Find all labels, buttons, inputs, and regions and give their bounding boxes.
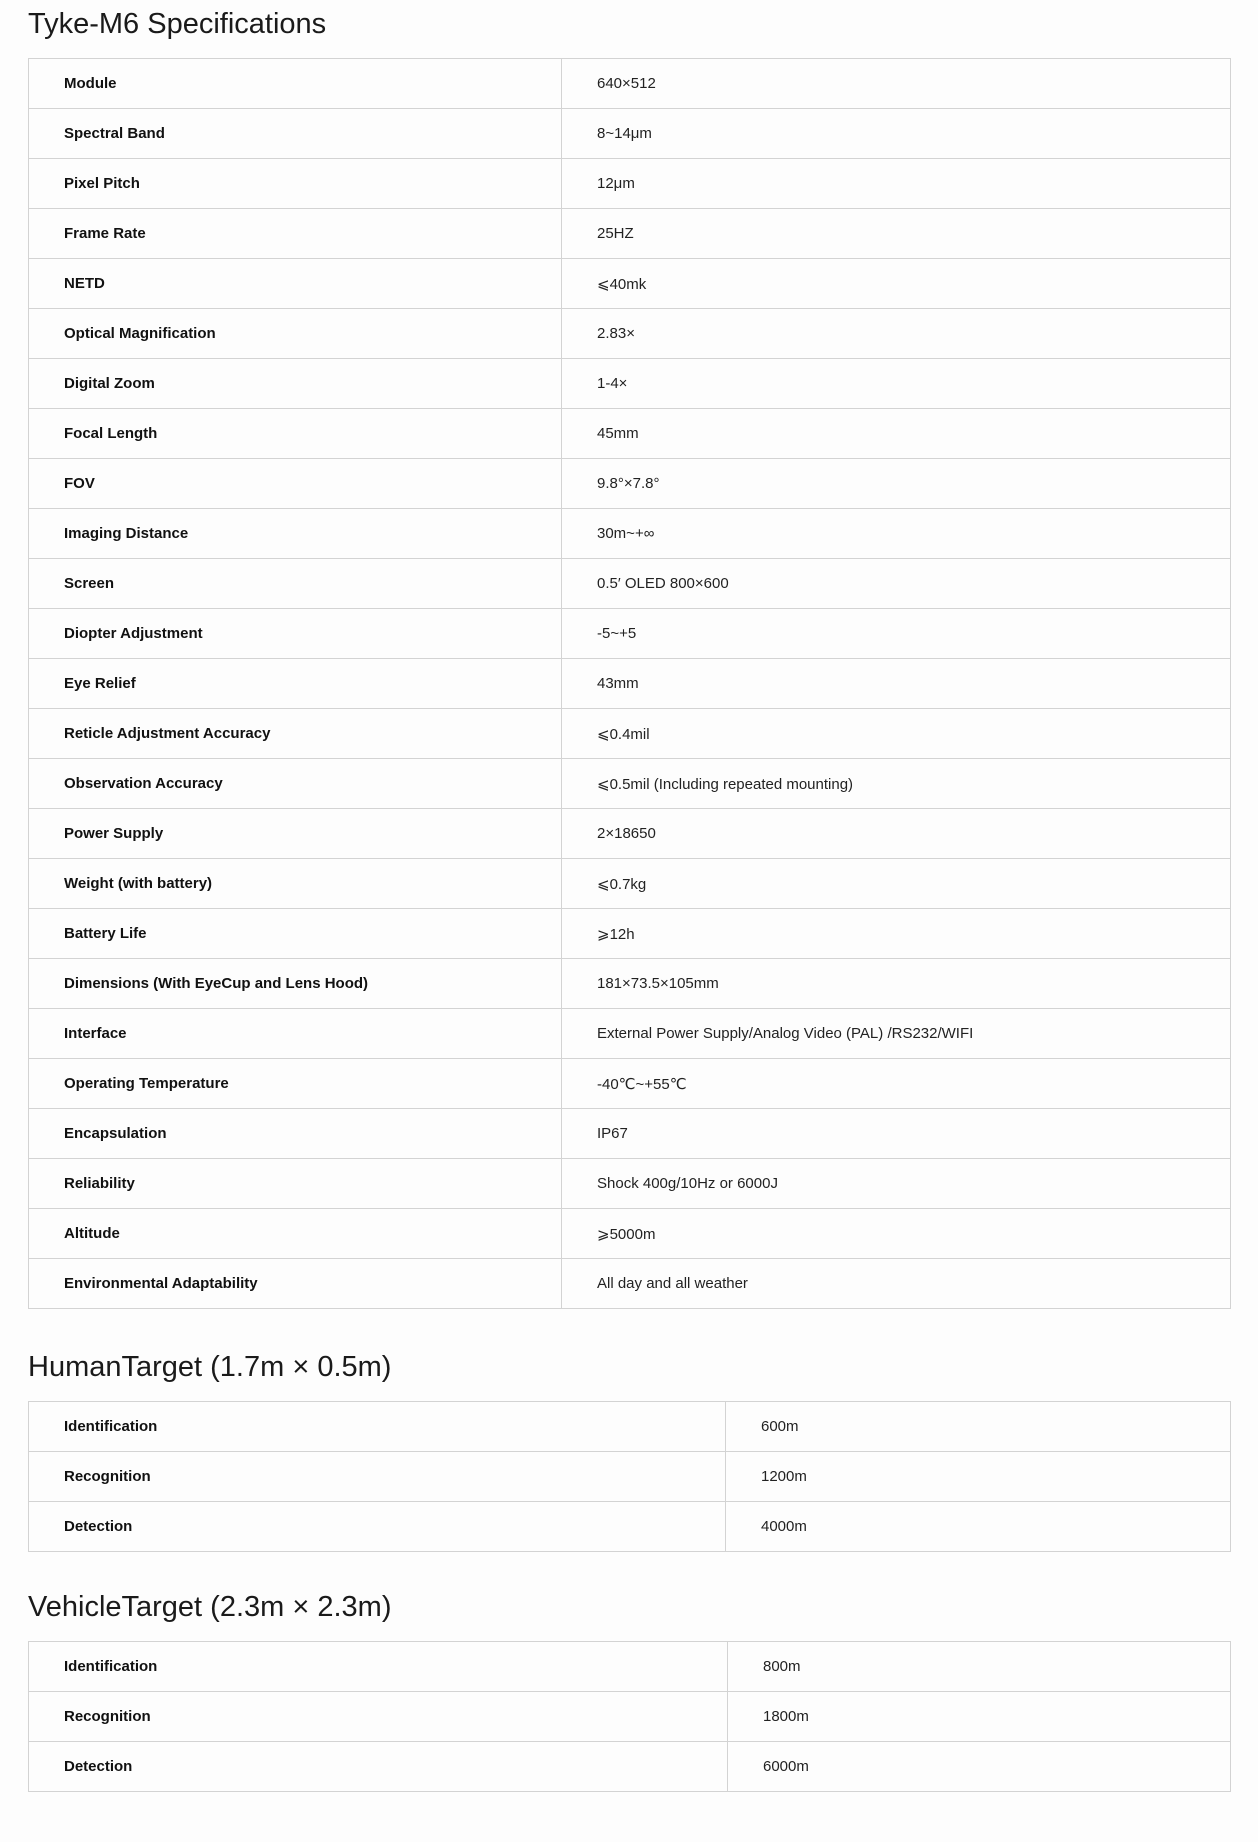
row-label: Frame Rate: [29, 209, 562, 259]
row-label: Eye Relief: [29, 659, 562, 709]
table-row: [29, 609, 1231, 659]
row-value: ⩽40mk: [562, 259, 1231, 309]
row-label: NETD: [29, 259, 562, 309]
table-row: [29, 109, 1231, 159]
row-label: Observation Accuracy: [29, 759, 562, 809]
row-label: Operating Temperature: [29, 1059, 562, 1109]
row-label: Spectral Band: [29, 109, 562, 159]
table-row: [29, 1109, 1231, 1159]
row-value: 8~14μm: [562, 109, 1231, 159]
row-label: Reliability: [29, 1159, 562, 1209]
table-row: [29, 1402, 1231, 1452]
row-value: -5~+5: [562, 609, 1231, 659]
table-row: [29, 1009, 1231, 1059]
table-row: [29, 559, 1231, 609]
row-label: Pixel Pitch: [29, 159, 562, 209]
row-label: Screen: [29, 559, 562, 609]
row-value: 1800m: [728, 1692, 1231, 1742]
row-label: Digital Zoom: [29, 359, 562, 409]
table-row: [29, 259, 1231, 309]
row-label: Environmental Adaptability: [29, 1259, 562, 1309]
row-value: 6000m: [728, 1742, 1231, 1792]
table-row: [29, 709, 1231, 759]
table-row: [29, 809, 1231, 859]
specs-table: [28, 58, 1231, 1309]
row-value: External Power Supply/Analog Video (PAL) /RS232/WIFI: [562, 1009, 1231, 1059]
table-row: [29, 209, 1231, 259]
table-row: [29, 1209, 1231, 1259]
row-value: 9.8°×7.8°: [562, 459, 1231, 509]
row-value: 800m: [728, 1642, 1231, 1692]
specs-title: Tyke-M6 Specifications: [28, 8, 327, 40]
table-row: [29, 1452, 1231, 1502]
table-row: [29, 459, 1231, 509]
vehicle-target-table-body: [29, 1642, 1231, 1792]
row-label: Detection: [29, 1742, 728, 1792]
table-row: [29, 509, 1231, 559]
row-label: Identification: [29, 1642, 728, 1692]
table-row: [29, 359, 1231, 409]
row-label: Power Supply: [29, 809, 562, 859]
row-value: 2.83×: [562, 309, 1231, 359]
row-value: Shock 400g/10Hz or 6000J: [562, 1159, 1231, 1209]
row-value: 2×18650: [562, 809, 1231, 859]
table-row: [29, 959, 1231, 1009]
row-value: ⩾12h: [562, 909, 1231, 959]
row-label: Focal Length: [29, 409, 562, 459]
row-value: ⩽0.4mil: [562, 709, 1231, 759]
table-row: [29, 59, 1231, 109]
row-value: ⩽0.7kg: [562, 859, 1231, 909]
human-target-title: HumanTarget (1.7m × 0.5m): [28, 1351, 392, 1383]
row-value: 25HZ: [562, 209, 1231, 259]
row-value: 600m: [726, 1402, 1231, 1452]
table-row: [29, 1692, 1231, 1742]
row-value: IP67: [562, 1109, 1231, 1159]
table-row: [29, 1159, 1231, 1209]
row-value: 4000m: [726, 1502, 1231, 1552]
row-label: Imaging Distance: [29, 509, 562, 559]
row-value: ⩽0.5mil (Including repeated mounting): [562, 759, 1231, 809]
row-value: All day and all weather: [562, 1259, 1231, 1309]
row-value: 45mm: [562, 409, 1231, 459]
row-value: -40℃~+55℃: [562, 1059, 1231, 1109]
table-row: [29, 859, 1231, 909]
table-row: [29, 159, 1231, 209]
row-value: 640×512: [562, 59, 1231, 109]
row-label: Altitude: [29, 1209, 562, 1259]
vehicle-target-table: [28, 1641, 1231, 1792]
table-row: [29, 1259, 1231, 1309]
row-value: ⩾5000m: [562, 1209, 1231, 1259]
row-label: Interface: [29, 1009, 562, 1059]
table-row: [29, 1742, 1231, 1792]
row-label: FOV: [29, 459, 562, 509]
table-row: [29, 1059, 1231, 1109]
row-value: 1-4×: [562, 359, 1231, 409]
table-row: [29, 659, 1231, 709]
table-row: [29, 1502, 1231, 1552]
row-label: Weight (with battery): [29, 859, 562, 909]
row-label: Diopter Adjustment: [29, 609, 562, 659]
row-label: Dimensions (With EyeCup and Lens Hood): [29, 959, 562, 1009]
table-row: [29, 909, 1231, 959]
row-label: Reticle Adjustment Accuracy: [29, 709, 562, 759]
table-row: [29, 309, 1231, 359]
row-label: Identification: [29, 1402, 726, 1452]
human-target-table-body: [29, 1402, 1231, 1552]
human-target-table: [28, 1401, 1231, 1552]
row-label: Module: [29, 59, 562, 109]
row-label: Optical Magnification: [29, 309, 562, 359]
specs-table-body: [29, 59, 1231, 1309]
row-label: Detection: [29, 1502, 726, 1552]
row-label: Recognition: [29, 1692, 728, 1742]
table-row: [29, 409, 1231, 459]
row-label: Recognition: [29, 1452, 726, 1502]
row-value: 0.5′ OLED 800×600: [562, 559, 1231, 609]
row-value: 1200m: [726, 1452, 1231, 1502]
row-label: Battery Life: [29, 909, 562, 959]
table-row: [29, 1642, 1231, 1692]
row-value: 43mm: [562, 659, 1231, 709]
row-value: 181×73.5×105mm: [562, 959, 1231, 1009]
vehicle-target-title: VehicleTarget (2.3m × 2.3m): [28, 1591, 392, 1623]
table-row: [29, 759, 1231, 809]
row-value: 12μm: [562, 159, 1231, 209]
row-label: Encapsulation: [29, 1109, 562, 1159]
row-value: 30m~+∞: [562, 509, 1231, 559]
